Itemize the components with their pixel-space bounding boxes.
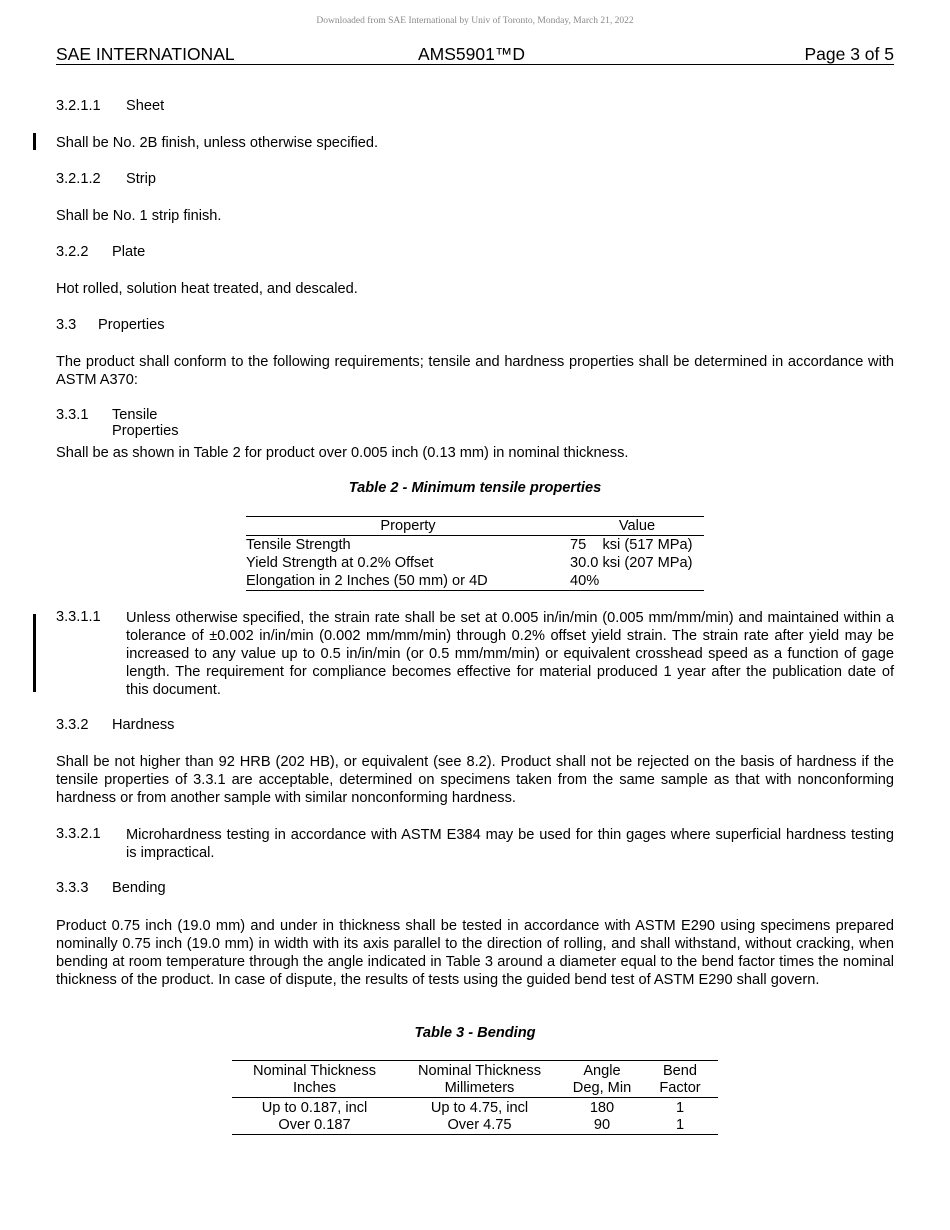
table-3-caption: Table 3 - Bending — [414, 1025, 536, 1041]
section-number: 3.3.1.1 — [56, 609, 101, 625]
table-2-tensile-properties — [246, 516, 704, 591]
section-number: 3.3 — [56, 317, 77, 333]
page-header — [56, 44, 894, 65]
section-number: 3.3.3 — [56, 880, 89, 896]
section-title: Bending — [112, 880, 166, 896]
column-header — [397, 1061, 562, 1098]
table-cell: Up to 0.187, incl — [261, 1100, 368, 1116]
section-3-3-1-1 — [56, 609, 894, 701]
table-cell: Over 4.75 — [397, 1117, 562, 1135]
section-3-2-2-text: Hot rolled, solution heat treated, and descaled. — [56, 281, 358, 297]
revision-change-bar — [33, 614, 36, 692]
table-cell: 40% — [570, 572, 704, 591]
section-title: Sheet — [126, 98, 165, 114]
column-header-line: Bend — [662, 1063, 698, 1079]
table-row — [232, 1098, 718, 1118]
section-3-2-1-2-text: Shall be No. 1 strip finish. — [56, 208, 222, 224]
section-number: 3.3.2.1 — [56, 826, 101, 842]
table-cell: Elongation in 2 Inches (50 mm) or 4D — [246, 572, 570, 591]
section-number: 3.3.1 — [56, 407, 89, 423]
column-header-line: Factor — [659, 1080, 701, 1096]
table-cell: 90 — [562, 1117, 642, 1135]
table-cell: 75 ksi (517 MPa) — [570, 537, 693, 553]
header-page-number: Page 3 of 5 — [804, 44, 894, 64]
column-header-line: Angle — [583, 1063, 621, 1079]
column-header-line: Millimeters — [444, 1080, 515, 1096]
section-number: 3.2.1.2 — [56, 171, 101, 187]
table-row — [246, 572, 704, 591]
table-cell: Tensile Strength — [246, 537, 351, 553]
section-title: Plate — [112, 244, 146, 260]
table-2-caption: Table 2 - Minimum tensile properties — [348, 480, 602, 496]
table-cell: 180 — [589, 1100, 615, 1116]
revision-change-bar — [33, 133, 36, 150]
table-row — [246, 554, 704, 572]
table-cell: Yield Strength at 0.2% Offset — [246, 555, 434, 571]
section-number: 3.2.1.1 — [56, 98, 101, 114]
table-header-row — [246, 517, 704, 536]
table-cell: Over 0.187 — [232, 1117, 397, 1135]
column-header — [232, 1061, 397, 1098]
section-title: Strip — [126, 171, 157, 187]
table-row — [246, 536, 704, 555]
table-3-bending — [232, 1060, 718, 1135]
section-3-2-1-1-text: Shall be No. 2B finish, unless otherwise specified. — [56, 135, 379, 151]
section-title: Tensile Properties — [112, 407, 179, 439]
column-header: Property — [246, 517, 570, 536]
section-3-3-1-text: Shall be as shown in Table 2 for product over 0.005 inch (0.13 mm) in nominal thickness. — [56, 445, 629, 461]
column-header-line: Nominal Thickness — [417, 1063, 541, 1079]
section-number: 3.2.2 — [56, 244, 89, 260]
column-header: Value — [570, 517, 704, 536]
header-doc-id: AMS5901™D — [418, 44, 525, 64]
header-org: SAE INTERNATIONAL — [56, 44, 235, 64]
section-3-3-2-text: Shall be not higher than 92 HRB (202 HB), or equivalent (see 8.2). Product shall not be rejected on the basis of hardness if the tensile properties of 3.3.1 are acceptable, determined on specimens taken from the same sample as that with nonconforming hardness or from another sample with similar nonconforming hardness. — [56, 754, 894, 806]
section-3-3-1-1-text: Unless otherwise specified, the strain rate shall be set at 0.005 in/in/min (0.005 mm/mm/min) and maintained within a tolerance of ±0.002 in/in/min (0.002 mm/mm/min) through 0.2% offset yield strain. The strain rate after yield may be increased to any value up to 0.5 in/in/min (or 0.5 mm/mm/min) or equivalent crosshead speed as a function of gage length. The requirement for compliance becomes effective for material produced 1 year after the publication date of this document. — [126, 610, 894, 698]
table-row — [232, 1117, 718, 1135]
section-title: Hardness — [112, 717, 175, 733]
column-header — [642, 1061, 718, 1098]
section-number: 3.3.2 — [56, 717, 89, 733]
section-title: Properties — [98, 317, 165, 333]
column-header — [562, 1061, 642, 1098]
section-3-3-3-text: Product 0.75 inch (19.0 mm) and under in thickness shall be tested in accordance with ASTM E290 using specimens prepared nominally 0.75 inch (19.0 mm) in width with its axis parallel to the direction of rolling, and shall withstand, without cracking, when bending at room temperature through the angle indicated in Table 3 around a diameter equal to the bend factor times the nominal thickness of the product. In case of dispute, the results of tests using the guided bend test of ASTM E290 shall govern. — [56, 918, 894, 988]
section-3-3-2-1 — [56, 826, 894, 864]
section-3-3-text: The product shall conform to the following requirements; tensile and hardness properties shall be determined in accordance with ASTM A370: — [56, 354, 894, 388]
section-3-3-2-1-text: Microhardness testing in accordance with ASTM E384 may be used for thin gages where superficial hardness testing is impractical. — [126, 827, 894, 861]
table-cell: Up to 4.75, incl — [430, 1100, 529, 1116]
table-cell: 1 — [642, 1117, 718, 1135]
column-header-line: Inches — [293, 1080, 336, 1096]
column-header-line: Deg, Min — [572, 1080, 632, 1096]
column-header-line: Nominal Thickness — [252, 1063, 376, 1079]
download-watermark: Downloaded from SAE International by Univ of Toronto, Monday, March 21, 2022 — [316, 16, 634, 26]
table-cell: 30.0 ksi (207 MPa) — [570, 555, 693, 571]
table-cell: 1 — [675, 1100, 685, 1116]
table-header-row — [232, 1061, 718, 1098]
